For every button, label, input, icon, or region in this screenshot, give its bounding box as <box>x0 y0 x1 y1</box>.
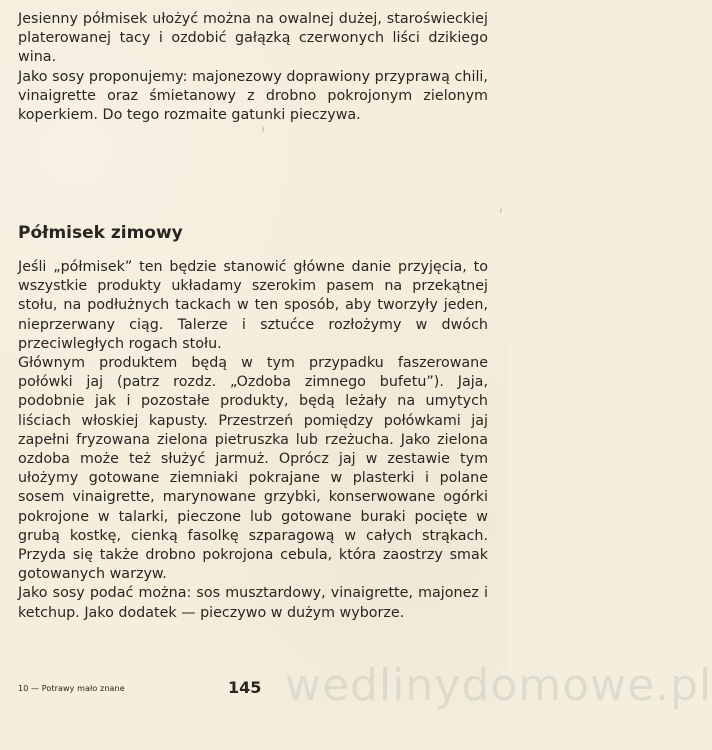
top-paragraph-1: Jesienny półmisek ułożyć można na owalnej dużej, staroświeckiej platerowanej tacy i ozdobić gałązką czerwonych liści dzikiego wina. <box>18 11 488 66</box>
page-number: 145 <box>228 678 262 697</box>
paper-speck <box>262 126 264 132</box>
paper-speck <box>500 208 502 213</box>
top-text-block <box>18 10 488 125</box>
top-paragraph-2: Jako sosy proponujemy: majonezowy doprawiony przyprawą chili, vinaigrette oraz śmietanowy z drobno pokrojonym zielonym koperkiem. Do tego rozmaite gatunki pieczywa. <box>18 68 488 124</box>
section-paragraph-1: Jeśli „półmisek” ten będzie stanowić główne danie przyjęcia, to wszystkie produkty układamy szerokim pasem na przekątnej stołu, na podłużnych tackach w ten sposób, aby tworzyły jeden, nieprzerwany ciąg. Talerze i sztućce rozłożymy w dwóch przeciwległych rogach stołu. <box>18 259 488 352</box>
footer-chapter-label: 10 — Potrawy mało znane <box>18 684 125 693</box>
section-paragraph-2: Głównym produktem będą w tym przypadku faszerowane połówki jaj (patrz rozdz. „Ozdoba zimnego bufetu”). Jaja, podobnie jak i pozostałe produkty, będą leżały na umytych liściach włoskiej kapusty. Przestrzeń pomiędzy połówkami jaj zapełni fryzowana zielona pietruszka lub rzeżucha. Jako zielona ozdoba może też służyć jarmuż. Oprócz jaj w zestawie tym ułożymy gotowane ziemniaki pokrajane w plasterki i polane sosem vinaigrette, marynowane grzybki, konserwowane ogórki pokrojone w talarki, pieczone lub gotowane buraki pocięte w grubą kostkę, cienką fasolkę szparagową w całych strąkach. Przyda się także drobno pokrojona cebula, która zaostrzy smak gotowanych warzyw. <box>18 355 488 583</box>
section-title: Półmisek zimowy <box>18 223 183 243</box>
section-paragraph-3: Jako sosy podać można: sos musztardowy, vinaigrette, majonez i ketchup. Jako dodatek — pieczywo w dużym wyborze. <box>18 585 488 621</box>
section-body <box>18 258 488 623</box>
watermark: wedlinydomowe.pl <box>285 660 712 711</box>
